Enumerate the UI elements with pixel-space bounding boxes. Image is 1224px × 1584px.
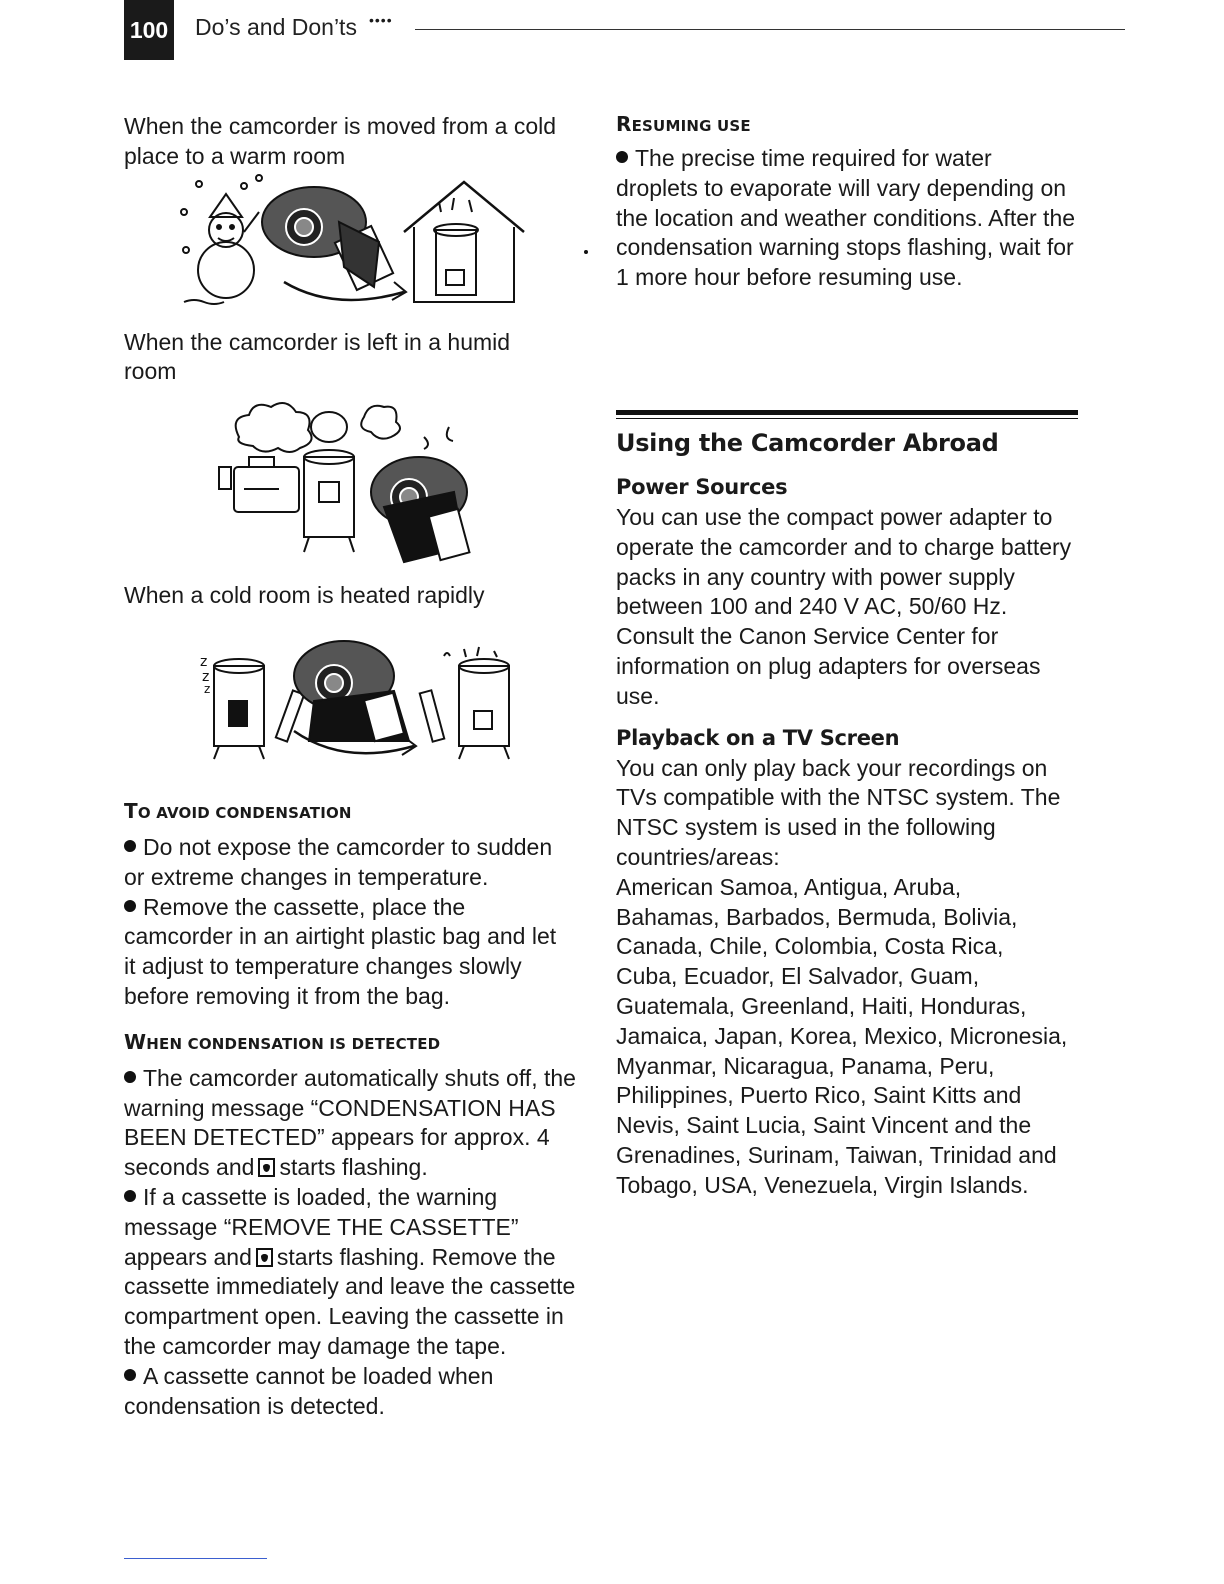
condensation-warning-icon bbox=[256, 1248, 273, 1267]
heading-avoid-rest: O AVOID CONDENSATION bbox=[137, 803, 352, 822]
heading-avoid-condensation bbox=[124, 799, 604, 823]
illustration-cold-to-warm bbox=[174, 172, 594, 322]
heading-resuming-first: R bbox=[616, 112, 632, 136]
bullet-dot-icon bbox=[124, 840, 136, 852]
ntsc-countries-list: American Samoa, Antigua, Aruba, Bahamas, Barbados, Bermuda, Bolivia, Canada, Chile, Colombia, Costa Rica, Cuba, Ecuador, El Salvador, Guam, Guatemala, Greenland, Haiti, Honduras, Jamaica, Japan, Korea, Mexico, Micronesia, Myanmar, Nicaragua, Panama, Peru, Philippines, Puerto Rico, Saint Kitts and Nevis, Saint Lucia, Saint Vincent and the Grenadines, Surinam, Taiwan, Trinidad and Tobago, USA, Venezuela, Virgin Islands. bbox=[616, 873, 1068, 1198]
header-rule bbox=[415, 29, 1125, 30]
tv-playback-title: Playback on a TV Screen bbox=[616, 725, 900, 750]
snowman-body-icon bbox=[198, 242, 254, 298]
detected-bullet-1-pre: The camcorder automatically shuts off, the warning message “CONDENSATION HAS BEEN DETECTED” appears for approx. 4 seconds and bbox=[124, 1064, 576, 1181]
detected-bullet-3-text: A cassette cannot be loaded when condensation is detected. bbox=[124, 1362, 494, 1419]
list-item bbox=[124, 1183, 584, 1362]
avoid-bullet-2-text: Remove the cassette, place the camcorder in an airtight plastic bag and let it adjust to temperature changes slowly before removing it from the bag. bbox=[124, 893, 557, 1009]
right-column bbox=[616, 112, 1086, 1198]
bullet-dot-icon bbox=[616, 151, 628, 163]
tv-playback-text: You can only play back your recordings on TVs compatible with the NTSC system. The NTSC system is used in the following countries/areas: bbox=[616, 754, 1061, 870]
detected-bullet-1-post: starts flashing. bbox=[279, 1154, 428, 1181]
illustration-humid-room bbox=[209, 397, 629, 577]
bullet-dot-icon bbox=[124, 900, 136, 912]
heading-resuming-rest: ESUMING USE bbox=[631, 117, 751, 135]
power-sources-title: Power Sources bbox=[616, 475, 788, 499]
bullet-dot-icon bbox=[124, 1071, 136, 1083]
svg-text:z: z bbox=[204, 681, 211, 696]
heading-resuming-use bbox=[616, 112, 1086, 136]
footer-rule bbox=[124, 1558, 267, 1559]
svg-text:z: z bbox=[202, 668, 210, 685]
illustration-heated-rapidly bbox=[194, 631, 614, 771]
list-item bbox=[124, 1362, 554, 1422]
power-sources-text: You can use the compact power adapter to operate the camcorder and to charge battery packs in any country with power supply between 100 and 240 V AC, 50/60 Hz. Consult the Canon Service Center for information on plug adapters for overseas use. bbox=[616, 504, 1072, 709]
svg-text:z: z bbox=[200, 653, 208, 670]
list-item bbox=[124, 833, 564, 893]
left-column bbox=[124, 112, 604, 1421]
caption-humid-room: When the camcorder is left in a humid room bbox=[124, 328, 511, 385]
running-title: Do’s and Don’ts bbox=[195, 14, 357, 40]
section-title-abroad: Using the Camcorder Abroad bbox=[616, 429, 999, 457]
resuming-bullet-1-text: The precise time required for water droplets to evaporate will vary depending on the location and weather conditions. After the condensation warning stops flashing, wait for 1 more hour before resuming use. bbox=[616, 145, 1076, 291]
running-title-dots: •••• bbox=[369, 12, 393, 28]
heading-avoid-first: T bbox=[124, 798, 138, 823]
heading-detected-rest: HEN CONDENSATION IS DETECTED bbox=[146, 1034, 441, 1053]
condensation-warning-icon bbox=[258, 1158, 275, 1177]
heading-detected-first: W bbox=[124, 1029, 147, 1054]
caption-cold-to-warm: When the camcorder is moved from a cold place to a warm room bbox=[124, 113, 557, 169]
bullet-dot-icon bbox=[124, 1190, 136, 1202]
section-abroad bbox=[616, 410, 1078, 1201]
page-number: 100 bbox=[124, 0, 174, 60]
list-item bbox=[124, 893, 574, 1012]
list-item bbox=[616, 144, 1076, 293]
section-rule-thin bbox=[616, 418, 1078, 419]
caption-heated-rapidly: When a cold room is heated rapidly bbox=[124, 582, 485, 609]
detected-bullet-2-pre: If a cassette is loaded, the warning message “REMOVE THE CASSETTE” appears and bbox=[124, 1183, 519, 1270]
list-item bbox=[124, 1064, 594, 1183]
bullet-dot-icon bbox=[124, 1369, 136, 1381]
avoid-bullet-1-text: Do not expose the camcorder to sudden or extreme changes in temperature. bbox=[124, 833, 553, 890]
detected-bullet-2-post: starts flashing. Remove the cassette immediately and leave the cassette compartment open. Leaving the cassette in the camcorder may damage the tape. bbox=[124, 1243, 576, 1359]
heading-condensation-detected bbox=[124, 1030, 604, 1054]
section-rule bbox=[616, 410, 1078, 415]
